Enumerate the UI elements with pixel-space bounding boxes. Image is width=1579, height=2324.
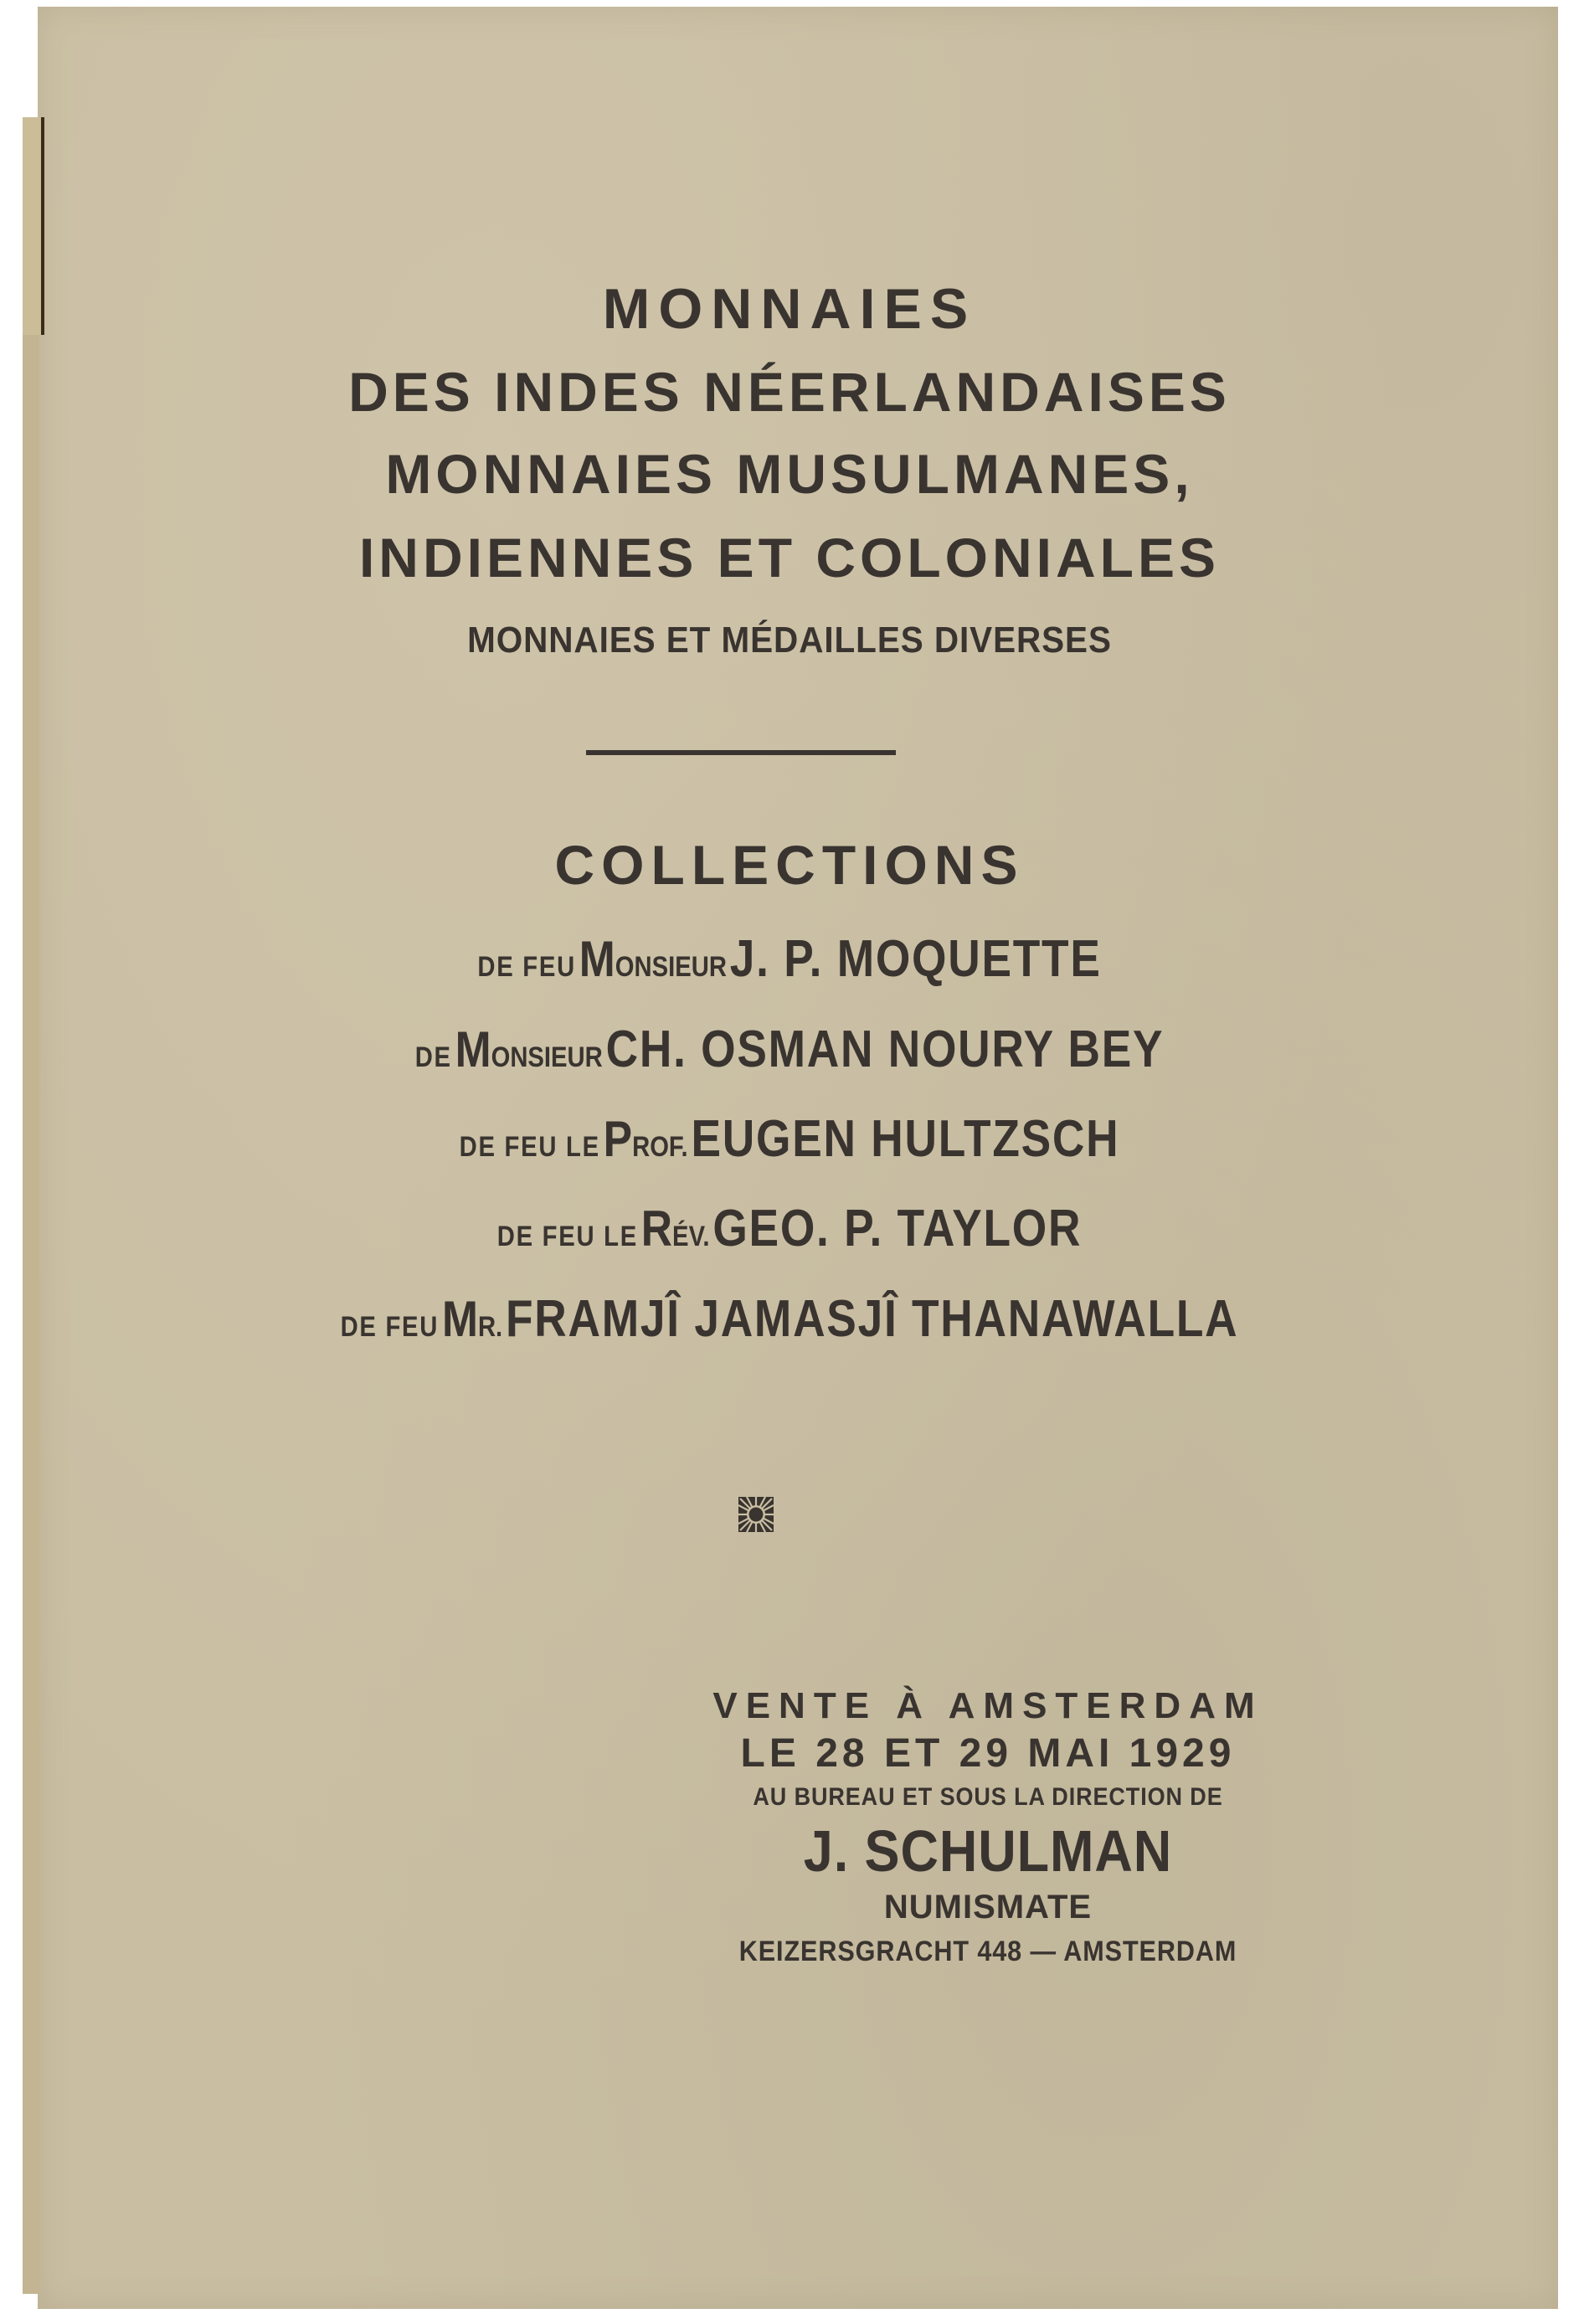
dealer-address: KEIZERSGRACHT 448 — AMSTERDAM [738,1936,1237,1967]
collector-name: FRAMJÎ JAMASJÎ THANAWALLA [506,1290,1239,1348]
horizontal-rule [586,750,896,755]
collection-prefix: DE FEU [340,1311,440,1343]
subtitle-line: MONNAIES ET MÉDAILLES DIVERSES [467,620,1112,661]
collection-entry [111,1020,1468,1079]
collection-prefix: DE FEU LE [459,1131,600,1163]
sun-ornament-icon [738,1497,774,1532]
title-line-2: DES INDES NÉERLANDAISES [348,361,1231,423]
collector-name: EUGEN HULTZSCH [691,1110,1120,1168]
collection-title-initial: M [441,1291,478,1347]
dealer-profession: NUMISMATE [883,1889,1093,1926]
sale-direction: AU BUREAU ET SOUS LA DIRECTION DE [753,1783,1223,1811]
collection-title-rest: ÉV. [672,1221,710,1252]
collection-title-initial: M [579,931,615,987]
title-line-4: INDIENNES ET COLONIALES [358,527,1221,589]
collector-name: CH. OSMAN NOURY BEY [605,1021,1165,1078]
collection-title-rest: R. [477,1311,503,1343]
collection-prefix: DE FEU [477,951,576,983]
collection-entry [111,1109,1468,1169]
collection-entry [111,1199,1468,1258]
collections-heading: COLLECTIONS [554,834,1025,896]
collection-entry [111,929,1468,989]
sale-dates: LE 28 ET 29 MAI 1929 [740,1731,1236,1776]
collection-entry [111,1289,1468,1349]
collection-title-initial: P [603,1111,633,1167]
collection-prefix: DE [414,1041,452,1073]
sale-information [703,1683,1273,1974]
collection-prefix: DE FEU LE [496,1221,638,1252]
title-line-3: MONNAIES MUSULMANES, [385,443,1194,505]
collector-name: J. P. MOQUETTE [729,930,1102,988]
dealer-name: J. SCHULMAN [803,1818,1173,1884]
collection-title-rest: ONSIEUR [491,1041,603,1073]
collection-title-rest: ROF. [632,1131,688,1163]
collection-title-initial: R [640,1201,673,1257]
collection-title-initial: M [455,1021,491,1077]
title-line-1: MONNAIES [602,277,977,341]
collector-name: GEO. P. TAYLOR [712,1200,1083,1257]
sale-location: VENTE À AMSTERDAM [712,1685,1263,1726]
collection-title-rest: ONSIEUR [615,951,727,983]
spine-edge [23,335,39,2294]
